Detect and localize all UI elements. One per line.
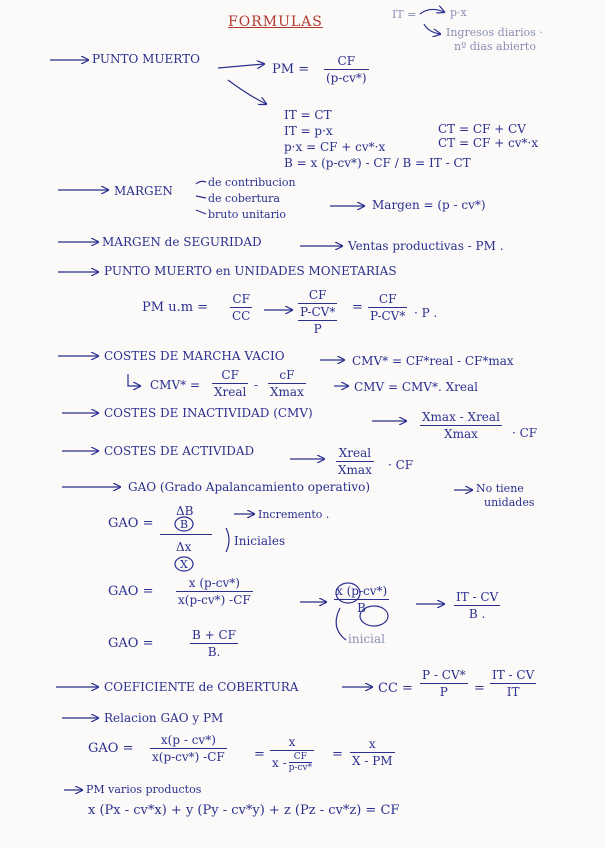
relacion-c-den: X - PM: [352, 754, 393, 768]
pm-um-f2-num: CF: [308, 288, 327, 302]
cc-a-num: P - CV*: [422, 668, 466, 682]
actividad-fraction: [336, 446, 374, 477]
gao-note-2: unidades: [484, 496, 535, 509]
margen-seguridad-label: MARGEN de SEGURIDAD: [102, 235, 262, 249]
costes-marcha-right: CMV* = CF*real - CF*max: [352, 354, 514, 368]
gao-incremento: Incremento .: [258, 508, 330, 521]
inactividad-fraction: [420, 410, 502, 441]
gao-f2-num: x (p-cv*): [188, 576, 240, 590]
actividad-tail: · CF: [388, 458, 414, 472]
relacion-a-den: x(p-cv*) -CF: [152, 750, 225, 764]
gao-f3-num: x (p-cv*): [336, 584, 388, 598]
punto-muerto-label: PUNTO MUERTO: [92, 52, 200, 66]
page-title: FORMULAS: [228, 14, 323, 30]
cmv-a-den: Xreal: [214, 385, 247, 399]
relacion-fraction-b: [270, 735, 314, 773]
pm-um-fraction-2: [298, 288, 337, 336]
pm-um-lhs: PM u.m =: [142, 300, 209, 315]
relacion-b-num: x: [288, 735, 296, 749]
gao-f5-den: B.: [207, 645, 221, 659]
cmv-b-num: cF: [279, 368, 295, 382]
margen-option-2: de cobertura: [208, 192, 280, 205]
pm-fraction: [324, 54, 369, 85]
gao-f3-den: B: [357, 601, 366, 615]
gao-label: GAO (Grado Apalancamiento operativo): [128, 480, 371, 494]
gao-fraction-5: [190, 628, 238, 659]
pm-um-label: PUNTO MUERTO en UNIDADES MONETARIAS: [104, 264, 397, 278]
gao-delta-b: ΔB: [176, 504, 194, 518]
pm-line-3: p·x = CF + cv*·x: [284, 140, 386, 154]
cmv-fraction-b: [268, 368, 306, 399]
relacion-fraction-a: [150, 733, 227, 764]
brace-iniciales: [226, 528, 229, 552]
pm-um-f3-num: CF: [378, 292, 397, 306]
margen-option-1: de contribucion: [208, 176, 296, 189]
arrow-pm: [218, 64, 264, 68]
pm-um-fraction-3: [368, 292, 407, 323]
relacion-fraction-c: [350, 737, 395, 768]
gao-inicial: inicial: [348, 632, 385, 646]
cmv-b-den: Xmax: [270, 385, 304, 399]
gao-eq-2: GAO =: [108, 584, 154, 599]
costes-marcha-label: COSTES DE MARCHA VACIO: [104, 349, 285, 363]
gao-eq-3: GAO =: [108, 636, 154, 651]
gao-f5-num: B + CF: [192, 628, 237, 642]
gao-main-bar: [160, 534, 212, 535]
it-note-label: IT =: [392, 8, 417, 21]
costes-marcha-right-2: CMV = CMV*. Xreal: [354, 380, 478, 394]
margen-option-3: bruto unitario: [208, 208, 286, 221]
ct-line-2: CT = CF + cv*·x: [438, 136, 539, 150]
pm-um-f2-den: P: [313, 322, 322, 336]
gao-fraction-3: [334, 584, 389, 615]
costes-inactividad-label: COSTES DE INACTIVIDAD (CMV): [104, 406, 313, 420]
pm-lhs: PM =: [272, 62, 310, 77]
gao-delta-x: Δx: [176, 540, 192, 554]
relacion-label: Relacion GAO y PM: [104, 711, 224, 725]
relacion-eq: GAO =: [88, 741, 134, 756]
arrow-it-note-1: [420, 9, 444, 14]
gao-f4-num: IT - CV: [456, 590, 499, 604]
inactividad-num: Xmax - Xreal: [422, 410, 500, 424]
pm-um-f2-mid: P-CV*: [300, 305, 336, 319]
gao-fraction-4: [454, 590, 500, 621]
relacion-equals-1: =: [254, 747, 265, 762]
cc-lhs: CC =: [378, 681, 413, 696]
relacion-b-den-frac: [289, 752, 312, 773]
cc-b-num: IT - CV: [492, 668, 535, 682]
pm-um-f3-den: P-CV*: [370, 309, 406, 323]
relacion-b-den-num: CF: [293, 752, 307, 762]
relacion-b-den-a: x -: [272, 755, 287, 770]
pm-denominator: (p-cv*): [326, 71, 367, 85]
margen-label: MARGEN: [114, 184, 173, 198]
gao-b-circled: B: [180, 518, 189, 531]
pm-um-f1-den: CC: [232, 309, 251, 323]
it-note-b: Ingresos diarios ·: [446, 26, 543, 39]
gao-note-1: No tiene: [476, 482, 524, 495]
pm-um-equals: =: [352, 300, 363, 315]
pm-numerator: CF: [337, 54, 356, 68]
cmv-fraction-a: [212, 368, 248, 399]
pm-um-f1-num: CF: [232, 292, 250, 306]
gao-x-circled: X: [180, 558, 188, 571]
inactividad-tail: · CF: [512, 426, 538, 440]
margen-formula: Margen = (p - cv*): [372, 198, 486, 212]
gao-eq-1: GAO =: [108, 516, 154, 531]
margen-branches: [196, 181, 206, 214]
pm-line-2: IT = p·x: [284, 124, 333, 138]
cmv-a-num: CF: [221, 368, 239, 382]
pm-line-1: IT = CT: [284, 108, 332, 122]
arrow-it: [228, 80, 266, 104]
inactividad-den: Xmax: [444, 427, 478, 441]
gao-f4-den: B .: [468, 607, 486, 621]
cc-b-den: IT: [506, 685, 520, 699]
gao-fraction-2: [176, 576, 253, 607]
cc-fraction-a: [420, 668, 468, 699]
margen-seguridad-formula: Ventas productivas - PM .: [348, 239, 504, 253]
cc-label: COEFICIENTE de COBERTURA: [104, 680, 299, 694]
cc-equals: =: [474, 681, 485, 696]
cc-fraction-b: [490, 668, 536, 699]
relacion-c-num: x: [368, 737, 376, 751]
it-note-c: nº dias abierto: [454, 40, 536, 53]
relacion-b-den-den: p-cv*: [288, 763, 313, 773]
pm-um-fraction-1: [230, 292, 252, 323]
pm-um-tail: · P .: [414, 306, 438, 320]
relacion-b-den: [270, 752, 314, 773]
cmv-lhs: CMV* =: [150, 378, 201, 392]
gao-f2-den: x(p-cv*) -CF: [178, 593, 251, 607]
varios-formula: x (Px - cv*x) + y (Py - cv*y) + z (Pz - cv*z) = CF: [88, 803, 400, 818]
relacion-a-num: x(p - cv*): [160, 733, 216, 747]
actividad-num: Xreal: [338, 446, 372, 460]
relacion-equals-2: =: [332, 747, 343, 762]
pm-line-4: B = x (p-cv*) - CF / B = IT - CT: [284, 156, 471, 170]
arrow-it-note-2: [424, 24, 440, 34]
costes-actividad-label: COSTES DE ACTIVIDAD: [104, 444, 255, 458]
varios-label: PM varios productos: [86, 783, 202, 796]
cc-a-den: P: [439, 685, 448, 699]
cmv-minus: -: [254, 378, 259, 392]
actividad-den: Xmax: [338, 463, 372, 477]
gao-iniciales: Iniciales: [234, 534, 286, 548]
ct-line-1: CT = CF + CV: [438, 122, 526, 136]
it-note-a: p·x: [450, 6, 467, 19]
arrow-cmv-sub: [128, 374, 140, 386]
